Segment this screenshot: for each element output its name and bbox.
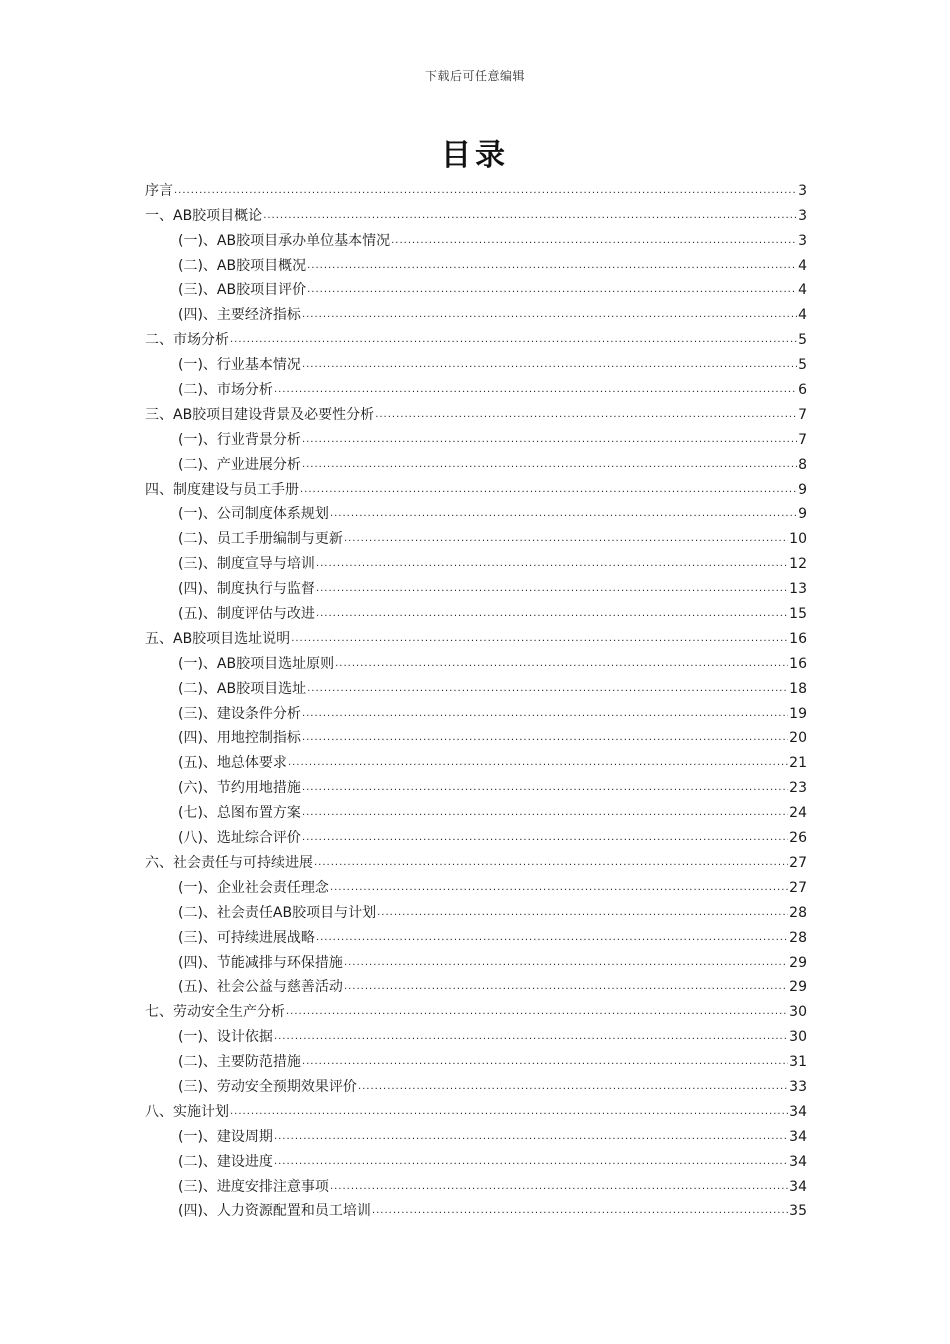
- toc-dot-leader: [302, 807, 788, 819]
- toc-entry[interactable]: [145, 723, 807, 748]
- toc-entry[interactable]: [145, 747, 807, 772]
- toc-entry[interactable]: [145, 1171, 807, 1196]
- toc-dot-leader: [302, 459, 797, 471]
- toc-entry-page-number: 16: [789, 655, 807, 672]
- toc-entry-label: (一)、AB胶项目选址原则: [178, 655, 335, 672]
- toc-entry[interactable]: [145, 648, 807, 673]
- toc-entry-page-number: 29: [789, 979, 807, 996]
- toc-entry-page-number: 30: [789, 1029, 807, 1046]
- toc-entry-label: (二)、主要防范措施: [178, 1054, 301, 1071]
- toc-entry-page-number: 13: [789, 581, 807, 598]
- toc-dot-leader: [288, 757, 788, 769]
- toc-entry[interactable]: [145, 673, 807, 698]
- toc-entry-label: (五)、社会公益与慈善活动: [178, 979, 343, 996]
- toc-dot-leader: [263, 210, 797, 222]
- toc-dot-leader: [302, 782, 788, 794]
- toc-entry[interactable]: [145, 1071, 807, 1096]
- toc-dot-leader: [372, 1205, 788, 1217]
- toc-dot-leader: [291, 633, 788, 645]
- toc-entry-label: (二)、AB胶项目选址: [178, 680, 307, 697]
- toc-entry-label: (三)、制度宣导与培训: [178, 556, 315, 573]
- toc-dot-leader: [274, 1156, 788, 1168]
- toc-dot-leader: [174, 185, 797, 197]
- toc-dot-leader: [316, 932, 788, 944]
- toc-entry[interactable]: [145, 225, 807, 250]
- toc-dot-leader: [344, 957, 788, 969]
- toc-entry-page-number: 20: [789, 730, 807, 747]
- toc-entry-label: 三、AB胶项目建设背景及必要性分析: [145, 406, 375, 423]
- toc-entry[interactable]: [145, 822, 807, 847]
- toc-dot-leader: [316, 608, 788, 620]
- toc-dot-leader: [274, 1131, 788, 1143]
- toc-entry-label: (二)、市场分析: [178, 382, 273, 399]
- toc-entry[interactable]: [145, 424, 807, 449]
- toc-entry-label: (二)、社会责任AB胶项目与计划: [178, 904, 377, 921]
- toc-entry-page-number: 34: [789, 1103, 807, 1120]
- toc-entry[interactable]: [145, 275, 807, 300]
- toc-entry[interactable]: [145, 374, 807, 399]
- toc-entry-page-number: 27: [789, 879, 807, 896]
- toc-entry[interactable]: [145, 1121, 807, 1146]
- toc-entry-page-number: 21: [789, 755, 807, 772]
- toc-entry[interactable]: [145, 897, 807, 922]
- toc-entry-page-number: 34: [789, 1128, 807, 1145]
- table-of-contents: [145, 175, 807, 1220]
- toc-entry[interactable]: [145, 698, 807, 723]
- toc-entry[interactable]: [145, 1196, 807, 1221]
- toc-entry[interactable]: [145, 1021, 807, 1046]
- toc-entry-page-number: 24: [789, 805, 807, 822]
- toc-dot-leader: [344, 533, 788, 545]
- toc-entry[interactable]: [145, 772, 807, 797]
- toc-entry-label: 八、实施计划: [145, 1103, 229, 1120]
- toc-entry-page-number: 9: [798, 481, 807, 498]
- toc-entry-page-number: 7: [798, 431, 807, 448]
- toc-entry-page-number: 12: [789, 556, 807, 573]
- toc-entry[interactable]: [145, 250, 807, 275]
- toc-entry[interactable]: [145, 349, 807, 374]
- toc-entry-label: (一)、设计依据: [178, 1029, 273, 1046]
- toc-entry-page-number: 10: [789, 531, 807, 548]
- toc-entry[interactable]: [145, 523, 807, 548]
- toc-dot-leader: [307, 683, 788, 695]
- toc-dot-leader: [375, 409, 797, 421]
- toc-entry-label: (二)、建设进度: [178, 1153, 273, 1170]
- toc-entry-label: (二)、AB胶项目概况: [178, 257, 307, 274]
- toc-dot-leader: [377, 907, 788, 919]
- toc-entry-label: 一、AB胶项目概论: [145, 207, 263, 224]
- toc-entry-label: (六)、节约用地措施: [178, 780, 301, 797]
- toc-entry-label: (八)、选址综合评价: [178, 830, 301, 847]
- toc-dot-leader: [391, 235, 797, 247]
- toc-entry[interactable]: [145, 175, 807, 200]
- toc-entry-page-number: 3: [798, 182, 807, 199]
- toc-entry-page-number: 26: [789, 830, 807, 847]
- toc-entry-label: 序言: [145, 182, 173, 199]
- toc-entry[interactable]: [145, 1096, 807, 1121]
- toc-dot-leader: [307, 284, 797, 296]
- toc-entry-page-number: 5: [798, 332, 807, 349]
- toc-entry[interactable]: [145, 299, 807, 324]
- toc-entry-page-number: 6: [798, 382, 807, 399]
- toc-entry-page-number: 7: [798, 406, 807, 423]
- toc-entry[interactable]: [145, 200, 807, 225]
- toc-entry-label: (三)、可持续进展战略: [178, 929, 315, 946]
- toc-entry-label: (三)、进度安排注意事项: [178, 1178, 329, 1195]
- toc-dot-leader: [230, 334, 797, 346]
- toc-entry-page-number: 4: [798, 257, 807, 274]
- toc-entry-page-number: 28: [789, 904, 807, 921]
- toc-entry-page-number: 5: [798, 357, 807, 374]
- toc-entry-page-number: 9: [798, 506, 807, 523]
- toc-entry-label: 五、AB胶项目选址说明: [145, 630, 291, 647]
- toc-entry-page-number: 29: [789, 954, 807, 971]
- toc-entry[interactable]: [145, 449, 807, 474]
- toc-entry-label: 六、社会责任与可持续进展: [145, 854, 313, 871]
- toc-dot-leader: [307, 260, 797, 272]
- toc-entry[interactable]: [145, 847, 807, 872]
- toc-entry-label: (一)、行业基本情况: [178, 357, 301, 374]
- toc-entry-page-number: 31: [789, 1054, 807, 1071]
- toc-entry-page-number: 28: [789, 929, 807, 946]
- toc-entry-page-number: 3: [798, 207, 807, 224]
- toc-entry-page-number: 3: [798, 232, 807, 249]
- toc-entry[interactable]: [145, 573, 807, 598]
- toc-dot-leader: [302, 832, 788, 844]
- toc-dot-leader: [274, 1031, 788, 1043]
- toc-entry[interactable]: [145, 1146, 807, 1171]
- toc-dot-leader: [274, 384, 797, 396]
- toc-entry[interactable]: [145, 872, 807, 897]
- toc-dot-leader: [300, 484, 797, 496]
- toc-entry-label: (二)、产业进展分析: [178, 456, 301, 473]
- toc-entry[interactable]: [145, 598, 807, 623]
- toc-entry[interactable]: [145, 499, 807, 524]
- toc-entry[interactable]: [145, 623, 807, 648]
- toc-entry-label: (一)、企业社会责任理念: [178, 879, 329, 896]
- toc-entry-label: 七、劳动安全生产分析: [145, 1004, 285, 1021]
- toc-entry[interactable]: [145, 474, 807, 499]
- toc-dot-leader: [314, 857, 788, 869]
- toc-dot-leader: [344, 981, 788, 993]
- toc-entry-label: (一)、行业背景分析: [178, 431, 301, 448]
- toc-entry-label: (三)、劳动安全预期效果评价: [178, 1078, 357, 1095]
- toc-dot-leader: [302, 732, 788, 744]
- toc-entry-page-number: 19: [789, 705, 807, 722]
- toc-entry-page-number: 4: [798, 282, 807, 299]
- toc-entry[interactable]: [145, 996, 807, 1021]
- toc-entry[interactable]: [145, 1046, 807, 1071]
- toc-entry-page-number: 23: [789, 780, 807, 797]
- toc-entry-page-number: 35: [789, 1203, 807, 1220]
- toc-entry-label: (四)、制度执行与监督: [178, 581, 315, 598]
- toc-entry-page-number: 8: [798, 456, 807, 473]
- toc-entry-label: (三)、建设条件分析: [178, 705, 301, 722]
- toc-dot-leader: [330, 508, 797, 520]
- toc-entry-label: (五)、制度评估与改进: [178, 606, 315, 623]
- toc-entry-page-number: 30: [789, 1004, 807, 1021]
- toc-entry[interactable]: [145, 548, 807, 573]
- toc-entry-label: (四)、人力资源配置和员工培训: [178, 1203, 371, 1220]
- toc-entry-label: 二、市场分析: [145, 332, 229, 349]
- toc-entry-page-number: 34: [789, 1178, 807, 1195]
- toc-entry-label: (五)、地总体要求: [178, 755, 287, 772]
- toc-entry[interactable]: [145, 797, 807, 822]
- toc-dot-leader: [335, 658, 788, 670]
- toc-entry-label: (四)、主要经济指标: [178, 307, 301, 324]
- toc-entry-page-number: 16: [789, 630, 807, 647]
- toc-entry[interactable]: [145, 324, 807, 349]
- toc-entry-page-number: 4: [798, 307, 807, 324]
- toc-dot-leader: [330, 882, 788, 894]
- toc-dot-leader: [230, 1106, 788, 1118]
- toc-entry-label: (一)、AB胶项目承办单位基本情况: [178, 232, 391, 249]
- toc-entry-label: (一)、建设周期: [178, 1128, 273, 1145]
- toc-dot-leader: [330, 1181, 788, 1193]
- toc-dot-leader: [302, 708, 788, 720]
- toc-entry-label: (四)、节能减排与环保措施: [178, 954, 343, 971]
- toc-entry-page-number: 18: [789, 680, 807, 697]
- toc-entry-label: 四、制度建设与员工手册: [145, 481, 299, 498]
- toc-dot-leader: [286, 1006, 788, 1018]
- toc-dot-leader: [358, 1081, 788, 1093]
- toc-entry-page-number: 27: [789, 854, 807, 871]
- toc-dot-leader: [302, 359, 797, 371]
- toc-entry[interactable]: [145, 947, 807, 972]
- toc-entry[interactable]: [145, 972, 807, 997]
- toc-dot-leader: [302, 309, 797, 321]
- toc-entry-page-number: 33: [789, 1078, 807, 1095]
- toc-dot-leader: [302, 434, 797, 446]
- toc-entry-label: (四)、用地控制指标: [178, 730, 301, 747]
- toc-dot-leader: [316, 583, 788, 595]
- page-header-note: 下载后可任意编辑: [424, 69, 525, 83]
- toc-entry-page-number: 15: [789, 606, 807, 623]
- toc-entry-label: (七)、总图布置方案: [178, 805, 301, 822]
- toc-entry-label: (二)、员工手册编制与更新: [178, 531, 343, 548]
- toc-entry[interactable]: [145, 922, 807, 947]
- toc-entry-label: (一)、公司制度体系规划: [178, 506, 329, 523]
- toc-entry[interactable]: [145, 399, 807, 424]
- toc-entry-page-number: 34: [789, 1153, 807, 1170]
- toc-dot-leader: [316, 558, 788, 570]
- page-title: 目录: [441, 138, 509, 173]
- toc-entry-label: (三)、AB胶项目评价: [178, 282, 307, 299]
- toc-dot-leader: [302, 1056, 788, 1068]
